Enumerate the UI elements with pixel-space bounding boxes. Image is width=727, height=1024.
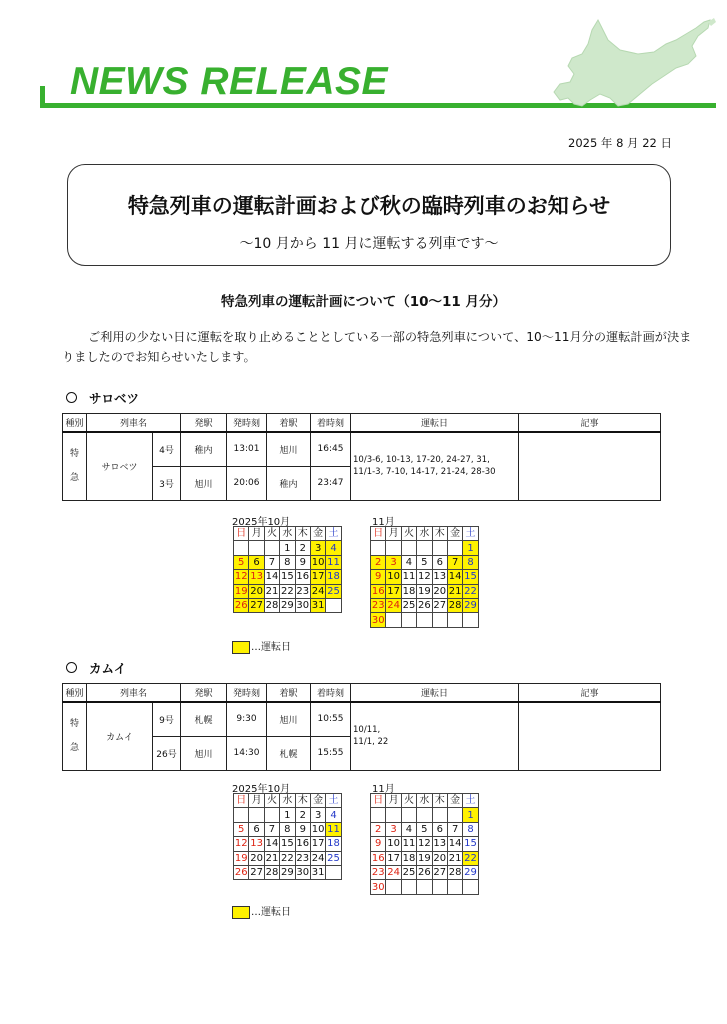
train-number: 9号 — [153, 702, 181, 736]
train-category: 特 急 — [63, 432, 87, 500]
calendar-empty — [447, 880, 462, 894]
calendar-empty — [249, 541, 264, 555]
calendar-day: 16 — [371, 585, 385, 597]
calendar-empty — [326, 598, 341, 612]
calendar-day: 14 — [265, 571, 279, 583]
calendar-empty — [463, 880, 478, 894]
main-title: 特急列車の運転計画および秋の臨時列車のお知らせ — [127, 194, 611, 218]
calendar-day: 5 — [417, 822, 432, 836]
calendar-day: 23 — [371, 867, 385, 879]
calendar-day: 12 — [234, 571, 248, 583]
calendar-day: 10 — [311, 556, 325, 568]
calendar-day: 6 — [249, 822, 264, 836]
calendar-day: 10 — [387, 571, 400, 583]
calendar-day: 17 — [311, 838, 325, 850]
calendar-day: 14 — [448, 571, 462, 583]
weekday-label: 金 — [310, 794, 325, 808]
calendar-day: 20 — [433, 852, 447, 864]
calendar-day: 26 — [418, 867, 431, 879]
calendar-day: 6 — [249, 555, 264, 569]
calendar-week — [371, 822, 479, 836]
calendar-week — [371, 808, 479, 822]
calendar-week — [371, 541, 479, 555]
weekday-label: 水 — [417, 527, 432, 541]
calendar-day: 29 — [281, 600, 294, 612]
calendar-week — [234, 851, 342, 865]
calendar-day: 11 — [327, 823, 340, 835]
calendar-day: 24 — [311, 852, 325, 864]
calendar-day: 5 — [417, 555, 432, 569]
calendar-day: 12 — [418, 571, 431, 583]
calendar-day: 6 — [432, 822, 447, 836]
calendar-day: 4 — [401, 555, 416, 569]
legend — [232, 903, 291, 919]
weekday-label: 火 — [264, 794, 279, 808]
operating-days: 10/3-6, 10-13, 17-20, 24-27, 31, 11/1-3, 7-10, 14-17, 21-24, 28-30 — [351, 432, 519, 500]
col-header-arr-station: 着駅 — [267, 414, 311, 433]
calendar-week — [371, 613, 479, 627]
calendar-day: 4 — [401, 822, 416, 836]
calendar-empty — [417, 541, 432, 555]
calendar-week — [234, 541, 342, 555]
calendar-day: 2 — [295, 808, 310, 822]
calendar-week — [371, 865, 479, 879]
weekday-label: 土 — [326, 794, 341, 808]
calendar-day: 3 — [310, 808, 325, 822]
dep-station: 旭川 — [181, 466, 227, 500]
weekday-label: 火 — [401, 527, 416, 541]
calendar-empty — [386, 808, 401, 822]
calendar-empty — [386, 880, 401, 894]
calendar-day: 12 — [234, 838, 248, 850]
calendar-day: 9 — [295, 555, 310, 569]
calendar-day: 23 — [371, 600, 385, 612]
calendar-day: 28 — [448, 867, 462, 879]
col-header-arr-station: 着駅 — [267, 684, 311, 703]
calendar-empty — [386, 541, 401, 555]
calendar-day: 14 — [448, 838, 462, 850]
calendar-day: 19 — [418, 852, 431, 864]
train-section-heading — [66, 389, 139, 407]
notes-cell — [519, 432, 661, 500]
calendar-day: 1 — [280, 541, 295, 555]
calendar-day: 20 — [250, 852, 263, 864]
weekday-header-row — [371, 527, 479, 541]
arr-time: 23:47 — [311, 466, 351, 500]
train-number: 26号 — [153, 736, 181, 770]
calendar-day: 21 — [265, 852, 279, 864]
calendar — [233, 526, 342, 613]
weekday-label: 金 — [447, 527, 462, 541]
calendar-day: 25 — [327, 852, 340, 864]
calendar-empty — [386, 613, 401, 627]
calendar-week — [234, 837, 342, 851]
calendar-day: 27 — [250, 867, 263, 879]
col-header-arr-time: 着時刻 — [311, 414, 351, 433]
calendar-empty — [401, 613, 416, 627]
calendar-label: 2025年10月 — [232, 517, 291, 528]
calendar-day: 13 — [433, 571, 447, 583]
calendar-empty — [234, 808, 249, 822]
calendar-week — [371, 584, 479, 598]
calendar-day: 24 — [311, 585, 325, 597]
calendar-day: 20 — [433, 585, 447, 597]
highlight-swatch-icon — [232, 906, 250, 919]
calendar-day: 19 — [234, 585, 248, 597]
weekday-label: 水 — [280, 794, 295, 808]
calendar-empty — [264, 808, 279, 822]
calendar-day: 27 — [250, 600, 263, 612]
calendar-day: 24 — [387, 867, 400, 879]
release-date: 2025 年 8 月 22 日 — [568, 136, 672, 150]
calendar-day: 30 — [371, 614, 385, 626]
calendar-day: 30 — [296, 600, 310, 612]
weekday-label: 水 — [417, 794, 432, 808]
calendar-day: 5 — [234, 822, 249, 836]
col-header-dep-time: 発時刻 — [227, 684, 267, 703]
calendar-label: 11月 — [372, 784, 395, 795]
calendar-day: 25 — [327, 585, 340, 597]
train-category: 特 急 — [63, 702, 87, 770]
dep-station: 旭川 — [181, 736, 227, 770]
intro-paragraph: ご利用の少ない日に運転を取り止めることとしている一部の特急列車について、10～11月分の運転計画が決まりましたのでお知らせいたします。 — [62, 330, 692, 364]
calendar-day: 10 — [311, 823, 325, 835]
calendar-empty — [371, 541, 386, 555]
table-row — [63, 432, 661, 466]
calendar-day: 15 — [464, 838, 477, 850]
weekday-label: 火 — [401, 794, 416, 808]
calendar-day: 26 — [234, 600, 248, 612]
calendar-day: 5 — [234, 555, 249, 569]
calendar-week — [371, 837, 479, 851]
calendar-day: 25 — [402, 867, 416, 879]
calendar-day: 17 — [387, 585, 400, 597]
col-header-type: 種別 — [63, 414, 87, 433]
calendar-empty — [234, 541, 249, 555]
calendar-week — [234, 822, 342, 836]
calendar-day: 8 — [463, 822, 478, 836]
circle-bullet-icon — [66, 392, 77, 403]
calendar-day: 15 — [281, 571, 294, 583]
calendar-empty — [249, 808, 264, 822]
highlight-swatch-icon — [232, 641, 250, 654]
calendar-day: 23 — [296, 852, 310, 864]
dep-station: 稚内 — [181, 432, 227, 466]
col-header-type: 種別 — [63, 684, 87, 703]
train-number: 3号 — [153, 466, 181, 500]
table-row — [63, 702, 661, 736]
calendar — [233, 793, 342, 880]
calendar-empty — [371, 808, 386, 822]
weekday-label: 月 — [386, 527, 401, 541]
calendar-empty — [447, 541, 462, 555]
calendar-day: 26 — [418, 600, 431, 612]
circle-bullet-icon — [66, 662, 77, 673]
weekday-label: 火 — [264, 527, 279, 541]
weekday-label: 金 — [447, 794, 462, 808]
calendar-week — [234, 808, 342, 822]
calendar — [370, 793, 479, 895]
calendar-empty — [447, 808, 462, 822]
calendar-empty — [432, 808, 447, 822]
calendar-day: 17 — [311, 571, 325, 583]
weekday-label: 木 — [432, 794, 447, 808]
calendar-empty — [417, 613, 432, 627]
weekday-label: 木 — [432, 527, 447, 541]
col-header-operating-days: 運転日 — [351, 414, 519, 433]
calendar-day: 15 — [281, 838, 294, 850]
calendar-day: 12 — [418, 838, 431, 850]
calendar-day: 8 — [463, 555, 478, 569]
calendar-day: 31 — [311, 600, 325, 612]
dep-time: 20:06 — [227, 466, 267, 500]
calendar-week — [234, 598, 342, 612]
calendar-day: 16 — [296, 838, 310, 850]
calendar-day: 26 — [234, 867, 248, 879]
arr-time: 16:45 — [311, 432, 351, 466]
col-header-train-name: 列車名 — [87, 414, 181, 433]
calendar-empty — [401, 808, 416, 822]
calendar-day: 18 — [402, 852, 416, 864]
calendar-day: 3 — [310, 541, 325, 555]
weekday-label: 土 — [463, 527, 478, 541]
arr-station: 旭川 — [267, 432, 311, 466]
train-number: 4号 — [153, 432, 181, 466]
calendar-day: 1 — [280, 808, 295, 822]
calendar-empty — [463, 613, 478, 627]
calendar-empty — [432, 541, 447, 555]
section-heading: 特急列車の運転計画について（10～11 月分） — [220, 294, 506, 310]
col-header-dep-time: 発時刻 — [227, 414, 267, 433]
calendar-day: 27 — [433, 600, 447, 612]
calendar-empty — [417, 880, 432, 894]
weekday-header-row — [234, 527, 342, 541]
calendar-week — [371, 555, 479, 569]
news-release-title: NEWS RELEASE — [70, 60, 389, 103]
weekday-label: 金 — [310, 527, 325, 541]
weekday-header-row — [371, 794, 479, 808]
train-section-title: カムイ — [89, 661, 127, 676]
dep-time: 9:30 — [227, 702, 267, 736]
operating-days: 10/11, 11/1, 22 — [351, 702, 519, 770]
calendar-week — [234, 584, 342, 598]
calendar-day: 3 — [386, 822, 401, 836]
col-header-dep-station: 発駅 — [181, 684, 227, 703]
arr-station: 札幌 — [267, 736, 311, 770]
calendar-day: 27 — [433, 867, 447, 879]
header-rule-tick — [40, 86, 45, 108]
calendar-day: 15 — [464, 571, 477, 583]
calendar-day: 13 — [433, 838, 447, 850]
calendar-day: 11 — [327, 556, 340, 568]
weekday-label: 日 — [234, 794, 249, 808]
calendar-day: 22 — [281, 852, 294, 864]
calendar-day: 6 — [432, 555, 447, 569]
calendar-empty — [432, 880, 447, 894]
weekday-label: 日 — [371, 527, 386, 541]
dep-station: 札幌 — [181, 702, 227, 736]
calendar-day: 13 — [250, 838, 263, 850]
calendar-day: 11 — [402, 838, 416, 850]
calendar-day: 14 — [265, 838, 279, 850]
weekday-label: 水 — [280, 527, 295, 541]
calendar-day: 22 — [281, 585, 294, 597]
calendar-week — [371, 570, 479, 584]
arr-time: 15:55 — [311, 736, 351, 770]
calendar-day: 16 — [296, 571, 310, 583]
calendar-day: 22 — [464, 585, 477, 597]
col-header-arr-time: 着時刻 — [311, 684, 351, 703]
calendar-label: 11月 — [372, 517, 395, 528]
calendar-day: 18 — [402, 585, 416, 597]
calendar-day: 2 — [371, 555, 386, 569]
calendar-day: 1 — [463, 808, 478, 822]
calendar-day: 18 — [327, 571, 340, 583]
calendar — [370, 526, 479, 628]
calendar-day: 28 — [265, 867, 279, 879]
calendar-empty — [401, 541, 416, 555]
calendar-day: 4 — [326, 541, 341, 555]
calendar-day: 30 — [371, 881, 385, 893]
calendar-day: 2 — [295, 541, 310, 555]
train-name: サロベツ — [87, 432, 153, 500]
calendar-day: 13 — [250, 571, 263, 583]
weekday-label: 月 — [249, 527, 264, 541]
calendar-day: 25 — [402, 600, 416, 612]
calendar-week — [371, 598, 479, 612]
dep-time: 14:30 — [227, 736, 267, 770]
calendar-day: 28 — [448, 600, 462, 612]
calendar-day: 8 — [280, 822, 295, 836]
col-header-train-name: 列車名 — [87, 684, 181, 703]
col-header-notes: 記事 — [519, 684, 661, 703]
legend-label: …運転日 — [251, 642, 291, 653]
calendar-day: 19 — [418, 585, 431, 597]
calendar-day: 18 — [327, 838, 340, 850]
calendar-day: 1 — [463, 541, 478, 555]
calendar-day: 21 — [448, 852, 462, 864]
calendar-day: 7 — [264, 822, 279, 836]
legend-label: …運転日 — [251, 907, 291, 918]
calendar-week — [234, 865, 342, 879]
calendar-empty — [447, 613, 462, 627]
weekday-label: 木 — [295, 527, 310, 541]
calendar-day: 9 — [371, 570, 386, 584]
train-section-title: サロベツ — [89, 391, 140, 406]
weekday-header-row — [234, 794, 342, 808]
weekday-label: 土 — [326, 527, 341, 541]
calendar-day: 10 — [387, 838, 400, 850]
calendar-day: 29 — [281, 867, 294, 879]
calendar-day: 22 — [464, 852, 477, 864]
train-name: カムイ — [87, 702, 153, 770]
calendar-day: 9 — [295, 822, 310, 836]
calendar-label: 2025年10月 — [232, 784, 291, 795]
calendar-day: 28 — [265, 600, 279, 612]
train-section-heading — [66, 659, 126, 677]
calendar-day: 21 — [265, 585, 279, 597]
calendar-empty — [417, 808, 432, 822]
calendar-day: 7 — [264, 555, 279, 569]
weekday-label: 木 — [295, 794, 310, 808]
calendar-empty — [432, 613, 447, 627]
calendar-week — [234, 555, 342, 569]
calendar-day: 20 — [250, 585, 263, 597]
calendar-week — [371, 851, 479, 865]
weekday-label: 月 — [386, 794, 401, 808]
calendar-empty — [326, 865, 341, 879]
hokkaido-map-icon — [548, 14, 718, 110]
weekday-label: 日 — [234, 527, 249, 541]
calendar-empty — [401, 880, 416, 894]
calendar-week — [371, 880, 479, 894]
calendar-day: 24 — [387, 600, 400, 612]
calendar-empty — [264, 541, 279, 555]
calendar-day: 21 — [448, 585, 462, 597]
calendar-day: 9 — [371, 837, 386, 851]
calendar-day: 31 — [311, 867, 325, 879]
calendar-day: 8 — [280, 555, 295, 569]
calendar-day: 16 — [371, 852, 385, 864]
calendar-day: 7 — [447, 555, 462, 569]
calendar-day: 17 — [387, 852, 400, 864]
calendar-day: 29 — [464, 600, 477, 612]
col-header-dep-station: 発駅 — [181, 414, 227, 433]
calendar-day: 19 — [234, 852, 248, 864]
weekday-label: 土 — [463, 794, 478, 808]
arr-station: 稚内 — [267, 466, 311, 500]
calendar-day: 7 — [447, 822, 462, 836]
schedule-table — [62, 413, 661, 501]
calendar-day: 3 — [386, 555, 401, 569]
calendar-day: 11 — [402, 571, 416, 583]
col-header-notes: 記事 — [519, 414, 661, 433]
calendar-day: 30 — [296, 867, 310, 879]
weekday-label: 月 — [249, 794, 264, 808]
sub-title: ～10 月から 11 月に運転する列車です～ — [239, 236, 499, 252]
arr-time: 10:55 — [311, 702, 351, 736]
legend — [232, 638, 291, 654]
calendar-day: 29 — [464, 867, 477, 879]
dep-time: 13:01 — [227, 432, 267, 466]
calendar-day: 2 — [371, 822, 386, 836]
schedule-table — [62, 683, 661, 771]
weekday-label: 日 — [371, 794, 386, 808]
col-header-operating-days: 運転日 — [351, 684, 519, 703]
notes-cell — [519, 702, 661, 770]
calendar-day: 23 — [296, 585, 310, 597]
calendar-day: 4 — [326, 808, 341, 822]
calendar-week — [234, 570, 342, 584]
arr-station: 旭川 — [267, 702, 311, 736]
